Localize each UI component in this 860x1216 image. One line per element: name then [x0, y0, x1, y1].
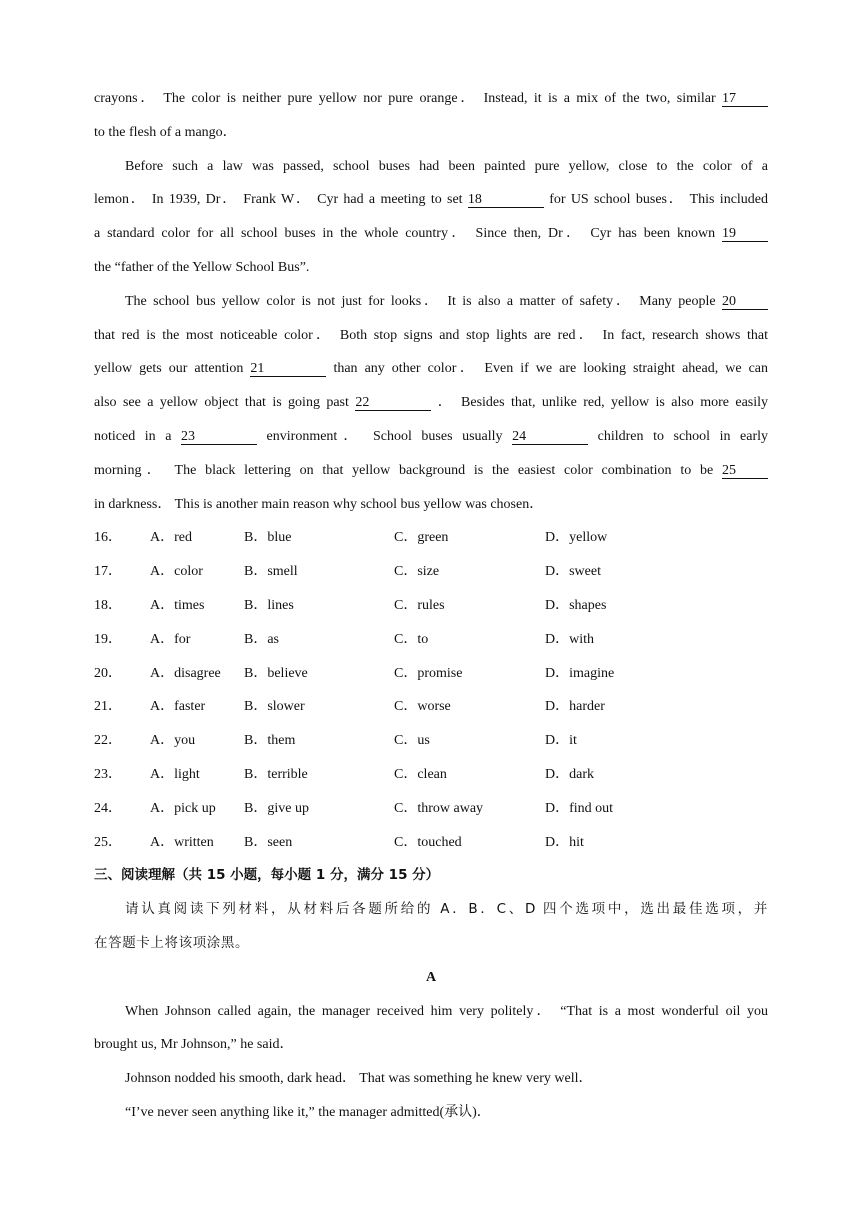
passage-text: ． Besides that, unlike red, yellow is also more easily: [437, 395, 769, 411]
passage-line: in darkness． This is another main reason why school bus yellow was chosen．: [94, 496, 544, 512]
question-row-24: [94, 792, 768, 826]
option-b[interactable]: B．believe: [244, 665, 308, 681]
question-row-16: [94, 521, 768, 555]
question-row-17: [94, 555, 768, 589]
blank-22: 22: [355, 396, 431, 411]
passage-text: lemon． In 1939, Dr． Frank W． Cyr had a meeting to set: [94, 192, 463, 208]
option-d[interactable]: D．shapes: [545, 597, 607, 613]
option-a[interactable]: A．pick up: [150, 800, 216, 816]
blank-24: 24: [512, 430, 588, 445]
passage-text: children to school in early: [597, 428, 769, 444]
passage-text: for US school buses． This included: [549, 192, 769, 208]
option-b[interactable]: B．as: [244, 631, 279, 647]
question-number: 21．: [94, 699, 122, 715]
instructions-line: 请认真阅读下列材料，从材料后各题所给的 A．B．C、D 四个选项中，选出最佳选项，并: [125, 901, 768, 918]
question-number: 22．: [94, 733, 122, 749]
option-c[interactable]: C．rules: [394, 597, 445, 613]
question-row-23: [94, 758, 768, 792]
option-b[interactable]: B．give up: [244, 800, 309, 816]
passage-text: yellow gets our attention: [94, 361, 244, 377]
option-b[interactable]: B．lines: [244, 597, 294, 613]
passage-text: The school bus yellow color is not just for looks． It is also a matter of safety． Many people: [125, 293, 716, 309]
question-row-22: [94, 724, 768, 758]
passage-text: than any other color． Even if we are looking straight ahead, we can: [333, 361, 769, 377]
option-d[interactable]: D．find out: [545, 800, 614, 816]
passage-text: also see a yellow object that is going past: [94, 395, 349, 411]
option-c[interactable]: C．promise: [394, 665, 463, 681]
option-a[interactable]: A．for: [150, 631, 191, 647]
passage-line: [94, 386, 768, 420]
passage-line: that red is the most noticeable color． Both stop signs and stop lights are red． In fact, research shows that: [94, 327, 768, 343]
question-number: 23．: [94, 766, 122, 782]
option-b[interactable]: B．them: [244, 733, 296, 749]
option-c[interactable]: C．size: [394, 564, 440, 580]
option-a[interactable]: A．red: [150, 530, 192, 546]
question-row-20: [94, 657, 768, 691]
passage-line: Before such a law was passed, school buses had been painted pure yellow, close to the color of a: [125, 158, 768, 174]
option-d[interactable]: D．imagine: [545, 665, 615, 681]
question-number: 24．: [94, 800, 122, 816]
passage-line: Johnson nodded his smooth, dark head． That was something he knew very well．: [125, 1071, 593, 1087]
option-a[interactable]: A．color: [150, 564, 203, 580]
exam-page: [94, 82, 768, 1130]
option-d[interactable]: D．with: [545, 631, 594, 647]
option-a[interactable]: A．you: [150, 733, 196, 749]
passage-line: [94, 352, 768, 386]
passage-line: brought us, Mr Johnson,” he said．: [94, 1037, 294, 1053]
option-c[interactable]: C．to: [394, 631, 429, 647]
option-a[interactable]: A．written: [150, 834, 214, 850]
option-d[interactable]: D．harder: [545, 699, 605, 715]
question-row-18: [94, 589, 768, 623]
question-row-25: [94, 826, 768, 860]
blank-25: 25: [722, 464, 768, 479]
question-number: 20．: [94, 665, 122, 681]
passage-line: to the flesh of a mango．: [94, 124, 237, 140]
passage-line: When Johnson called again, the manager received him very politely． “That is a most wonderful oil you: [125, 1003, 768, 1019]
blank-19: 19: [722, 227, 768, 242]
passage-line: [94, 82, 768, 116]
blank-18: 18: [468, 193, 544, 208]
option-a[interactable]: A．disagree: [150, 665, 221, 681]
blank-20: 20: [722, 295, 768, 310]
passage-line: “I’ve never seen anything like it,” the manager admitted(承认)．: [125, 1104, 491, 1120]
passage-line: [94, 183, 768, 217]
option-c[interactable]: C．throw away: [394, 800, 484, 816]
passage-label: A: [425, 969, 437, 985]
passage-line: [94, 285, 768, 319]
option-c[interactable]: C．touched: [394, 834, 462, 850]
options-list: [94, 521, 768, 859]
option-c[interactable]: C．green: [394, 530, 449, 546]
blank-17: 17: [722, 92, 768, 107]
option-a[interactable]: A．faster: [150, 699, 206, 715]
passage-line: the “father of the Yellow School Bus”.: [94, 259, 310, 275]
question-row-21: [94, 690, 768, 724]
passage-text: morning． The black lettering on that yellow background is the easiest color combination to be: [94, 462, 714, 478]
option-d[interactable]: D．it: [545, 733, 577, 749]
option-a[interactable]: A．times: [150, 597, 205, 613]
question-number: 16．: [94, 530, 122, 546]
option-b[interactable]: B．slower: [244, 699, 305, 715]
option-d[interactable]: D．dark: [545, 766, 594, 782]
option-c[interactable]: C．us: [394, 733, 430, 749]
passage-line: [94, 454, 768, 488]
option-a[interactable]: A．light: [150, 766, 200, 782]
option-b[interactable]: B．smell: [244, 564, 298, 580]
instructions-line: 在答题卡上将该项涂黑。: [94, 934, 250, 951]
passage-line: [94, 217, 768, 251]
question-number: 25．: [94, 834, 122, 850]
passage-line: [94, 420, 768, 454]
section-title: 三、阅读理解（共 15 小题，每小题 1 分，满分 15 分）: [94, 867, 440, 884]
question-number: 19．: [94, 631, 122, 647]
option-d[interactable]: D．sweet: [545, 564, 601, 580]
option-d[interactable]: D．hit: [545, 834, 584, 850]
option-b[interactable]: B．seen: [244, 834, 293, 850]
option-c[interactable]: C．worse: [394, 699, 451, 715]
question-row-19: [94, 623, 768, 657]
option-c[interactable]: C．clean: [394, 766, 447, 782]
passage-text: crayons． The color is neither pure yellow nor pure orange． Instead, it is a mix of the two, similar: [94, 91, 716, 106]
option-b[interactable]: B．blue: [244, 530, 292, 546]
blank-21: 21: [250, 362, 326, 377]
question-number: 17．: [94, 564, 122, 580]
passage-text: a standard color for all school buses in the whole country． Since then, Dr． Cyr has been known: [94, 226, 716, 242]
option-d[interactable]: D．yellow: [545, 530, 608, 546]
blank-23: 23: [181, 430, 257, 445]
passage-text: noticed in a: [94, 428, 172, 444]
option-b[interactable]: B．terrible: [244, 766, 308, 782]
question-number: 18．: [94, 597, 122, 613]
passage-text: environment． School buses usually: [266, 428, 503, 444]
